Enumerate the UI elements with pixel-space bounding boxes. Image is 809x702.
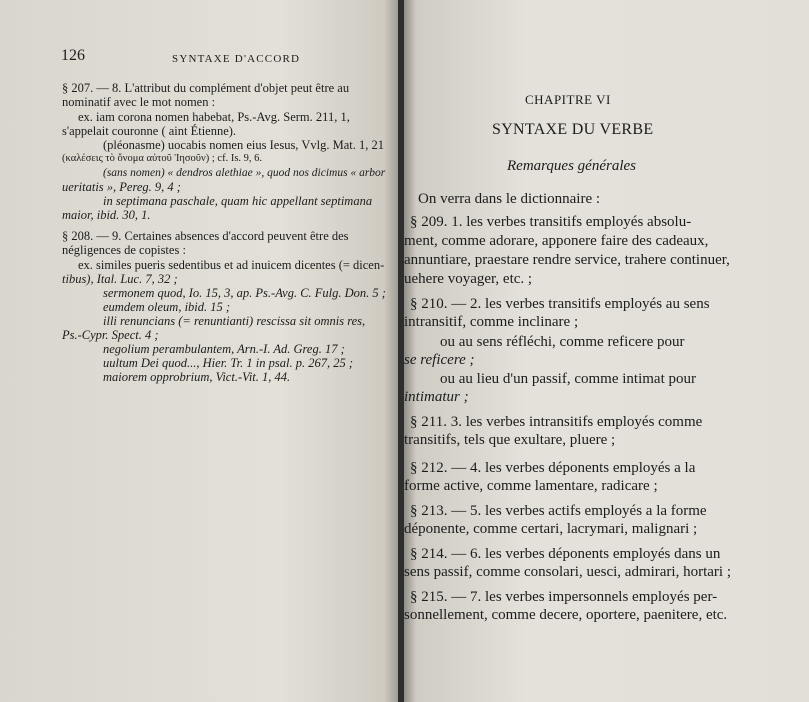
text-line: intransitif, comme inclinare ; xyxy=(404,314,579,330)
text-line: illi renuncians (= renuntianti) rescissa sit omnis res, xyxy=(103,314,366,328)
text-line: annuntiare, praestare rendre service, trahere continuer, xyxy=(404,252,730,268)
text-line: uultum Dei quod..., Hier. Tr. 1 in psal. p. 267, 25 ; xyxy=(103,356,354,370)
text-line: déponente, comme certari, lacrymari, malignari ; xyxy=(404,521,698,537)
left-page xyxy=(0,0,400,702)
text-line: se reficere ; xyxy=(404,352,475,368)
text-line: § 215. — 7. les verbes impersonnels employés per- xyxy=(410,589,718,605)
text-line: intimatur ; xyxy=(404,389,469,405)
text-line: ueritatis », Pereg. 9, 4 ; xyxy=(62,180,181,194)
text-line: négligences de copistes : xyxy=(62,243,186,257)
chapter-number: CHAPITRE VI xyxy=(525,92,611,107)
text-line: ou au lieu d'un passif, comme intimat pour xyxy=(440,371,696,387)
section-subtitle: Remarques générales xyxy=(507,158,636,174)
text-line: ex. iam corona nomen habebat, Ps.-Avg. Serm. 211, 1, xyxy=(78,110,350,124)
text-line: On verra dans le dictionnaire : xyxy=(418,191,601,207)
text-line: § 214. — 6. les verbes déponents employés dans un xyxy=(410,546,721,562)
text-line: § 207. — 8. L'attribut du complément d'objet peut être au xyxy=(62,81,350,95)
text-line: (sans nomen) « dendros alethiae », quod nos dicimus « arbor xyxy=(103,167,386,179)
text-line: forme active, comme lamentare, radicare ; xyxy=(404,478,658,494)
chapter-title: SYNTAXE DU VERBE xyxy=(492,121,654,138)
text-line: sens passif, comme consolari, uesci, admirari, hortari ; xyxy=(404,564,731,580)
text-line: maior, ibid. 30, 1. xyxy=(62,208,151,222)
text-line: s'appelait couronne ( aint Étienne). xyxy=(62,124,237,138)
text-line: § 210. — 2. les verbes transitifs employés au sens xyxy=(410,296,710,312)
text-line: § 212. — 4. les verbes déponents employés a la xyxy=(410,460,696,476)
text-line: ou au sens réfléchi, comme reficere pour xyxy=(440,334,685,350)
text-line: transitifs, tels que exultare, pluere ; xyxy=(404,432,616,448)
text-line: § 211. 3. les verbes intransitifs employés comme xyxy=(410,414,703,430)
text-line: ment, comme adorare, apponere faire des cadeaux, xyxy=(404,233,709,249)
text-line: § 208. — 9. Certaines absences d'accord peuvent être des xyxy=(62,229,349,243)
running-head: SYNTAXE D'ACCORD xyxy=(172,53,301,65)
text-line: eumdem oleum, ibid. 15 ; xyxy=(103,300,231,314)
text-line: § 209. 1. les verbes transitifs employés absolu- xyxy=(410,214,692,230)
text-line: tibus), Ital. Luc. 7, 32 ; xyxy=(62,272,178,286)
text-line: in septimana paschale, quam hic appellant septimana xyxy=(103,194,373,208)
text-line: maiorem opprobrium, Vict.-Vit. 1, 44. xyxy=(103,370,291,384)
text-line: negolium perambulantem, Arn.-I. Ad. Greg. 17 ; xyxy=(103,342,345,356)
text-line: (pléonasme) uocabis nomen eius Iesus, Vvlg. Mat. 1, 21 xyxy=(103,138,384,152)
text-line: uehere voyager, etc. ; xyxy=(404,271,533,287)
text-line: nominatif avec le mot nomen : xyxy=(62,95,216,109)
page-number: 126 xyxy=(61,47,85,64)
text-line: § 213. — 5. les verbes actifs employés a la forme xyxy=(410,503,707,519)
right-page xyxy=(404,0,809,702)
text-line: (καλέσεις τὸ ὄνομα αὐτοῦ Ἰησοῦν) ; cf. Is. 9, 6. xyxy=(62,153,263,164)
text-line: sermonem quod, Io. 15, 3, ap. Ps.-Avg. C. Fulg. Don. 5 ; xyxy=(103,286,386,300)
text-line: Ps.-Cypr. Spect. 4 ; xyxy=(62,328,159,342)
text-line: ex. similes pueris sedentibus et ad inuicem dicentes (= dicen- xyxy=(78,258,385,272)
text-line: sonnellement, comme decere, oportere, paenitere, etc. xyxy=(404,607,728,623)
